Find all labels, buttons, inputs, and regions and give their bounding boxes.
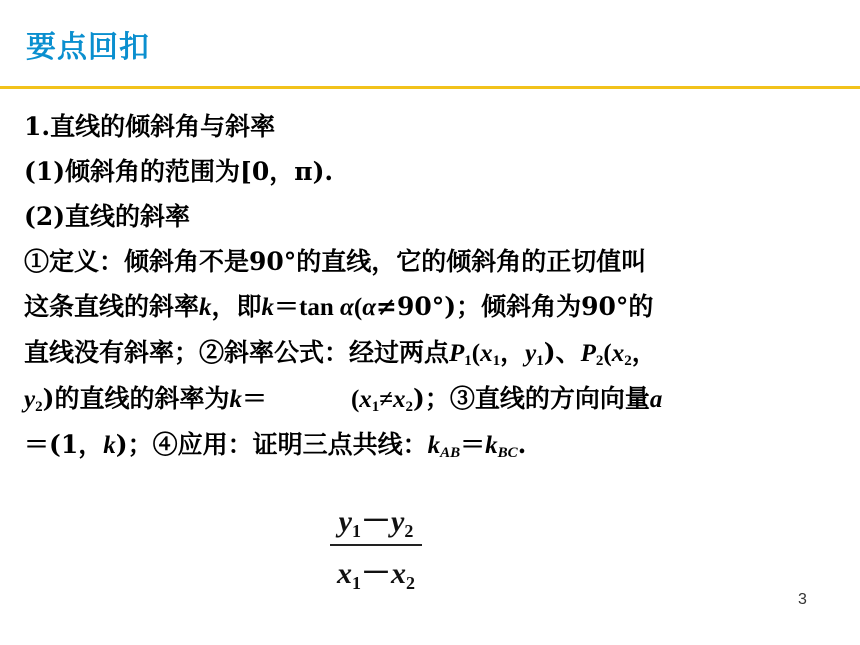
definition-line: ①定义：倾斜角不是90°的直线，它的倾斜角的正切值叫: [24, 247, 647, 276]
definition-continued-line: 这条直线的斜率k，即k＝tan α(α≠90°)；倾斜角为90°的: [24, 292, 654, 321]
slope-result-line: $y_2$)的直线的斜率为$k= (x_1\ne x_2)$；③直线的方向向量a: [24, 384, 663, 415]
slope-fraction: [330, 502, 422, 594]
slope-subheading: (2)直线的斜率: [24, 202, 191, 231]
slope-formula-line: 直线没有斜率；②斜率公式：经过两点$P_1(x_1$，$y_1$)、$P_2(x_2$，: [24, 338, 657, 369]
angle-range-line: (1)倾斜角的范围为[0，π).: [24, 157, 334, 186]
page-number: 3: [798, 591, 807, 608]
section-title: 要点回扣: [26, 30, 150, 65]
fraction-numerator: $y_1-y_2$: [338, 505, 414, 541]
heading-line: 1.直线的倾斜角与斜率: [24, 112, 276, 141]
slide-body: [24, 104, 836, 468]
header-divider: [0, 86, 860, 89]
fraction-bar: [330, 544, 422, 546]
application-line: ＝(1，k)；④应用：证明三点共线：$k_{AB}=k_{BC}$.: [24, 430, 527, 461]
slide-header: [0, 0, 860, 88]
fraction-denominator: $x_1-x_2$: [337, 557, 415, 593]
